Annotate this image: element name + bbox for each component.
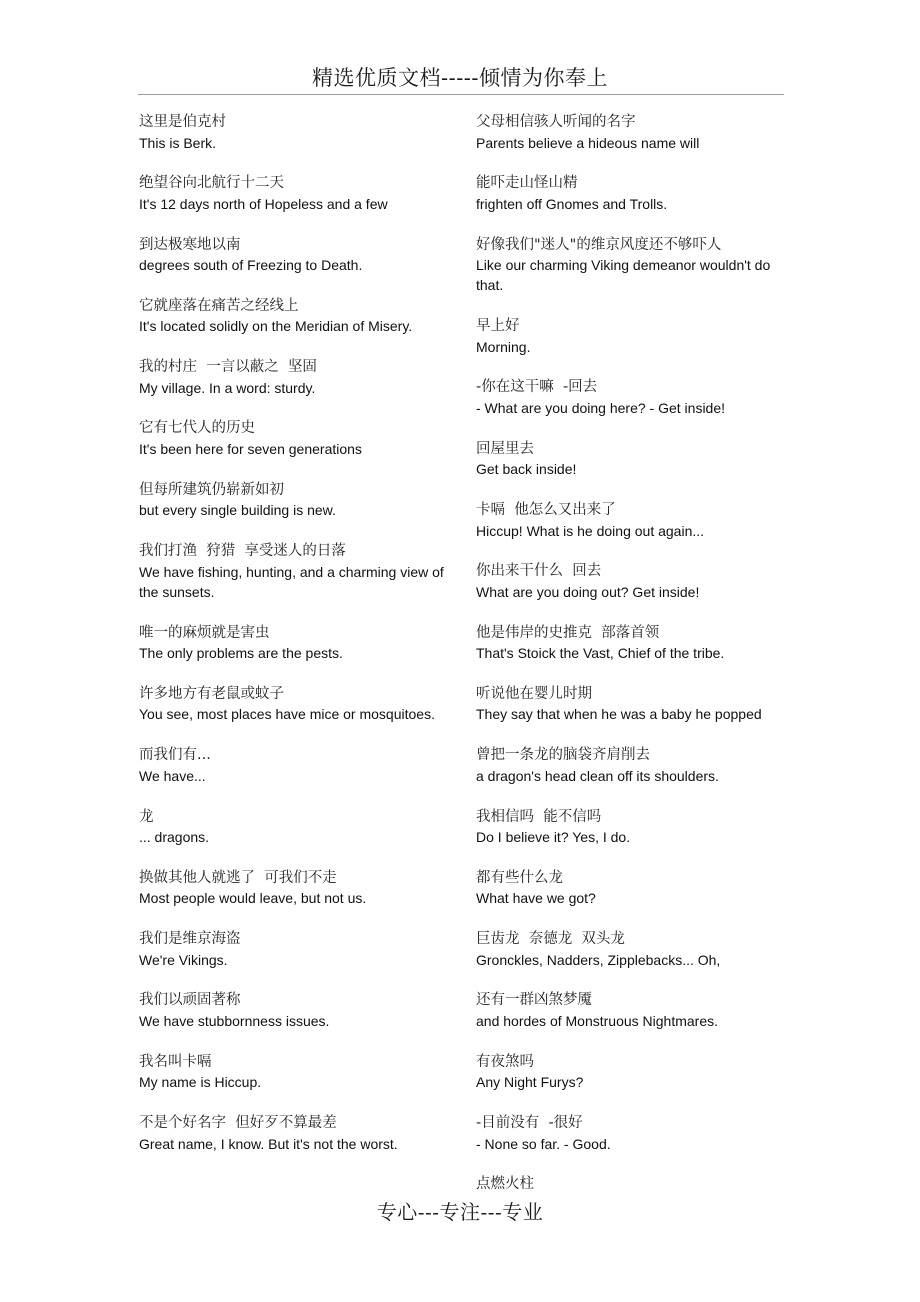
chinese-line: 好像我们"迷人"的维京风度还不够吓人 bbox=[476, 236, 722, 253]
english-line: a dragon's head clean off its shoulders. bbox=[476, 767, 719, 784]
subtitle-entry bbox=[476, 500, 796, 541]
english-line: We have... bbox=[139, 767, 206, 784]
chinese-line: 它有七代人的历史 bbox=[139, 420, 255, 437]
chinese-line: 曾把一条龙的脑袋齐肩削去 bbox=[476, 747, 650, 764]
chinese-line: 换做其他人就逃了 可我们不走 bbox=[139, 869, 337, 886]
subtitle-entry bbox=[476, 1052, 796, 1093]
chinese-line: 这里是伯克村 bbox=[139, 114, 226, 130]
english-line: - None so far. - Good. bbox=[476, 1135, 611, 1152]
subtitle-entry bbox=[476, 377, 796, 418]
subtitle-entry bbox=[476, 316, 796, 357]
english-line: Most people would leave, but not us. bbox=[139, 890, 367, 907]
english-line: We have fishing, hunting, and a charming view of the sunsets. bbox=[139, 563, 444, 600]
english-line: It's been here for seven generations bbox=[139, 440, 362, 457]
subtitle-entry bbox=[139, 480, 459, 521]
english-line: We're Vikings. bbox=[139, 951, 228, 968]
chinese-line: 你出来干什么 回去 bbox=[476, 563, 602, 580]
english-line: This is Berk. bbox=[139, 134, 217, 151]
subtitle-entry bbox=[139, 357, 459, 398]
subtitle-entry bbox=[476, 112, 796, 153]
subtitle-entry bbox=[476, 868, 796, 909]
right-column bbox=[476, 112, 796, 1215]
subtitle-entry bbox=[476, 990, 796, 1031]
english-line: Hiccup! What is he doing out again... bbox=[476, 522, 705, 539]
english-line: We have stubbornness issues. bbox=[139, 1012, 330, 1029]
english-line: frighten off Gnomes and Trolls. bbox=[476, 195, 668, 212]
subtitle-entry bbox=[139, 684, 459, 725]
english-line: It's 12 days north of Hopeless and a few bbox=[139, 195, 388, 212]
subtitle-entry bbox=[139, 296, 459, 337]
page-header: 精选优质文档-----倾情为你奉上 bbox=[312, 66, 608, 90]
subtitle-entry bbox=[139, 1113, 459, 1154]
english-line: My name is Hiccup. bbox=[139, 1074, 262, 1091]
subtitle-entry bbox=[139, 112, 459, 153]
subtitle-entry bbox=[139, 623, 459, 664]
english-line: You see, most places have mice or mosquitoes. bbox=[139, 706, 435, 723]
chinese-line: -目前没有 -很好 bbox=[476, 1115, 583, 1132]
subtitle-entry bbox=[476, 807, 796, 848]
english-line: That's Stoick the Vast, Chief of the tribe. bbox=[476, 645, 725, 662]
english-line: Do I believe it? Yes, I do. bbox=[476, 829, 631, 846]
chinese-line: 巨齿龙 奈德龙 双头龙 bbox=[476, 931, 625, 948]
chinese-line: 许多地方有老鼠或蚊子 bbox=[139, 685, 284, 702]
page-footer: 专心---专注---专业 bbox=[376, 1200, 544, 1224]
chinese-line: 我相信吗 能不信吗 bbox=[476, 808, 602, 825]
subtitle-entry bbox=[139, 1052, 459, 1093]
subtitle-entry bbox=[476, 684, 796, 725]
chinese-line: 我们打渔 狩猎 享受迷人的日落 bbox=[139, 543, 346, 560]
subtitle-entry bbox=[139, 929, 459, 970]
subtitle-entry bbox=[139, 990, 459, 1031]
chinese-line: 而我们有... bbox=[139, 747, 211, 764]
chinese-line: 它就座落在痛苦之经线上 bbox=[139, 297, 299, 314]
subtitle-entry bbox=[476, 623, 796, 664]
subtitle-entry bbox=[139, 868, 459, 909]
english-line: What are you doing out? Get inside! bbox=[476, 583, 700, 600]
chinese-line: 到达极寒地以南 bbox=[139, 236, 241, 253]
english-line: The only problems are the pests. bbox=[139, 645, 343, 662]
chinese-line: 父母相信骇人听闻的名字 bbox=[476, 114, 636, 130]
chinese-line: 唯一的麻烦就是害虫 bbox=[139, 624, 270, 641]
subtitle-entry bbox=[476, 1113, 796, 1154]
subtitle-entry bbox=[139, 807, 459, 848]
subtitle-entry bbox=[476, 1174, 796, 1195]
chinese-line: 我们以顽固著称 bbox=[139, 992, 241, 1009]
chinese-line: 听说他在婴儿时期 bbox=[476, 685, 592, 702]
english-line: Like our charming Viking demeanor wouldn't do that. bbox=[476, 257, 771, 294]
chinese-line: 我们是维京海盗 bbox=[139, 931, 241, 948]
chinese-line: 有夜煞吗 bbox=[476, 1053, 534, 1070]
subtitle-entry bbox=[139, 418, 459, 459]
english-line: Get back inside! bbox=[476, 461, 577, 478]
english-line: ... dragons. bbox=[139, 829, 210, 846]
english-line: They say that when he was a baby he popped bbox=[476, 706, 762, 723]
english-line: Great name, I know. But it's not the worst. bbox=[139, 1135, 398, 1152]
subtitle-entry bbox=[476, 561, 796, 602]
chinese-line: 我名叫卡嗝 bbox=[139, 1053, 212, 1070]
left-column bbox=[139, 112, 459, 1174]
chinese-line: 绝望谷向北航行十二天 bbox=[139, 175, 284, 192]
chinese-line: 龙 bbox=[139, 808, 154, 825]
english-line: degrees south of Freezing to Death. bbox=[139, 257, 363, 274]
subtitle-entry bbox=[476, 235, 796, 296]
english-line: and hordes of Monstruous Nightmares. bbox=[476, 1012, 719, 1029]
subtitle-entry bbox=[476, 745, 796, 786]
chinese-line: 还有一群凶煞梦魇 bbox=[476, 992, 592, 1009]
subtitle-entry bbox=[139, 745, 459, 786]
english-line: Any Night Furys? bbox=[476, 1074, 584, 1091]
chinese-line: 都有些什么龙 bbox=[476, 869, 563, 886]
english-line: - What are you doing here? - Get inside! bbox=[476, 399, 726, 416]
header-divider bbox=[138, 94, 784, 95]
subtitle-entry bbox=[476, 439, 796, 480]
chinese-line: 但每所建筑仍崭新如初 bbox=[139, 481, 284, 498]
english-line: It's located solidly on the Meridian of Misery. bbox=[139, 318, 413, 335]
chinese-line: 卡嗝 他怎么又出来了 bbox=[476, 502, 616, 519]
english-line: My village. In a word: sturdy. bbox=[139, 379, 316, 396]
chinese-line: 点燃火柱 bbox=[476, 1176, 534, 1193]
chinese-line: 回屋里去 bbox=[476, 440, 534, 457]
english-line: Morning. bbox=[476, 338, 531, 355]
chinese-line: -你在这干嘛 -回去 bbox=[476, 379, 598, 396]
subtitle-entry bbox=[139, 541, 459, 602]
english-line: but every single building is new. bbox=[139, 502, 336, 519]
english-line: Parents believe a hideous name will bbox=[476, 134, 700, 151]
english-line: Gronckles, Nadders, Zipplebacks... Oh, bbox=[476, 951, 721, 968]
chinese-line: 能吓走山怪山精 bbox=[476, 175, 578, 192]
chinese-line: 不是个好名字 但好歹不算最差 bbox=[139, 1115, 337, 1132]
subtitle-entry bbox=[476, 173, 796, 214]
chinese-line: 我的村庄 一言以蔽之 坚固 bbox=[139, 359, 317, 376]
chinese-line: 早上好 bbox=[476, 318, 520, 335]
chinese-line: 他是伟岸的史推克 部落首领 bbox=[476, 624, 660, 641]
english-line: What have we got? bbox=[476, 890, 596, 907]
subtitle-entry bbox=[139, 235, 459, 276]
subtitle-entry bbox=[476, 929, 796, 970]
subtitle-entry bbox=[139, 173, 459, 214]
